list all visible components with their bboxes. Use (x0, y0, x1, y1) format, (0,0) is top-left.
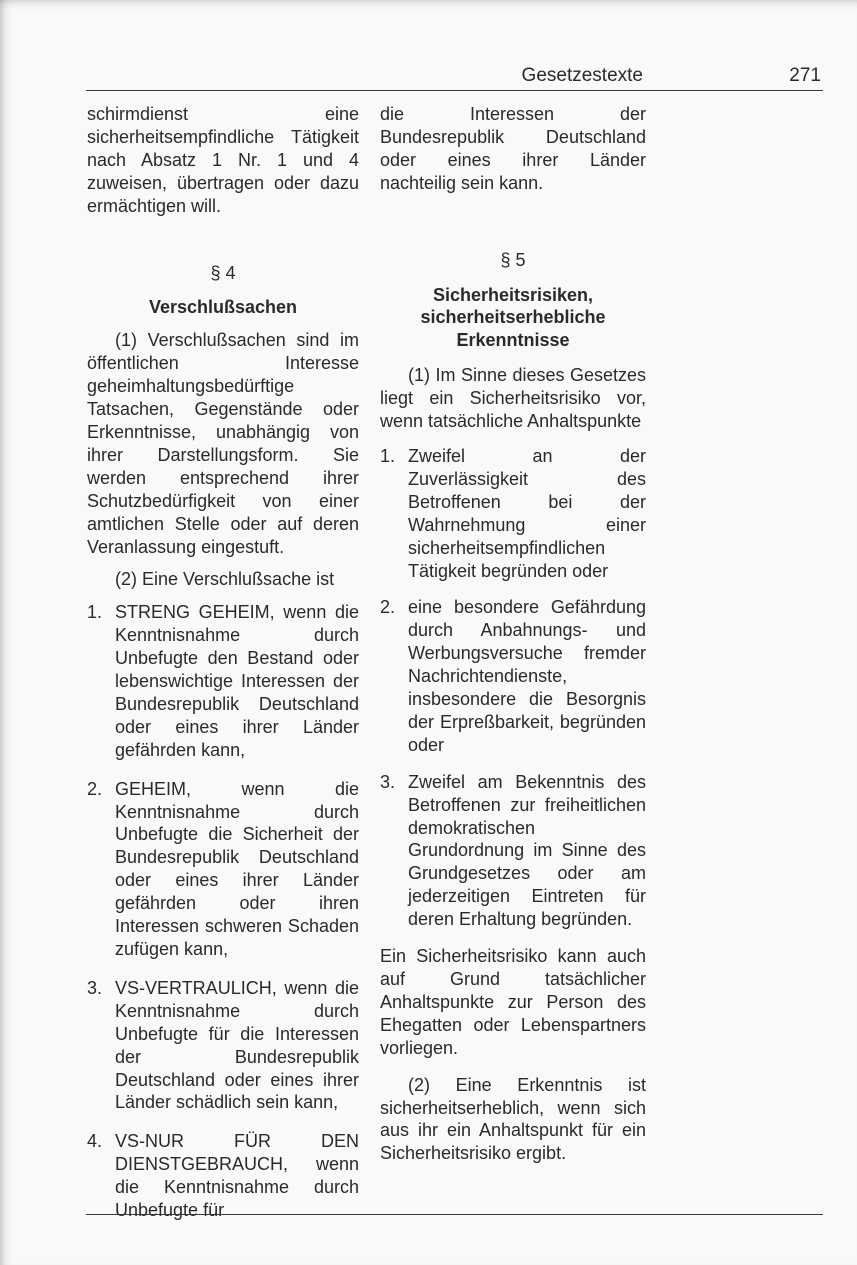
section-title-line: Erkenntnisse (456, 330, 570, 351)
list-item-text: STRENG GEHEIM, wenn die Kenntnisnahme durch Unbefugte den Bestand oder lebenswichtige Interessen der Bundesrepublik Deutschland oder eines ihrer Länder gefährden kann, (115, 602, 359, 760)
list-item-text: GEHEIM, wenn die Kenntnisnahme durch Unbefugte die Sicherheit der Bundesrepublik Deutschland oder eines ihrer Länder gefährden oder ihren Interessen schweren Schaden zufügen kann, (115, 778, 359, 959)
paragraph-after-list: Ein Sicherheitsrisiko kann auch auf Grund tatsächlicher Anhaltspunkte zur Person des Ehegatten oder Lebenspartners vorliegen. (380, 946, 646, 1058)
section-number-5: § 5 (500, 249, 526, 270)
section-title-5 (380, 284, 646, 353)
page-number: 271 (789, 65, 821, 86)
paragraph-2: (2) Eine Erkenntnis ist sicherheitserheblich, wenn sich aus ihr ein Anhaltspunkt für ein Sicherheitsrisiko ergibt. (380, 1074, 646, 1164)
paragraph-1: (1) Im Sinne dieses Gesetzes liegt ein Sicherheitsrisiko vor, wenn tatsächliche Anhaltspunkte (380, 365, 646, 432)
right-column (380, 103, 646, 1165)
continuation-text: die Interessen der Bundesrepublik Deutschland oder eines ihrer Länder nachteilig sein kann. (380, 104, 646, 193)
section-number-4: § 4 (210, 262, 236, 283)
continuation-text: schirmdienst eine sicherheitsempfindliche Tätigkeit nach Absatz 1 Nr. 1 und 4 zuweisen, übertragen oder dazu ermächtigen will. (87, 104, 359, 216)
list-item-number: 2. (380, 597, 396, 618)
list-item-number: 3. (380, 771, 396, 792)
list-item (380, 445, 646, 582)
list-item-text: VS-NUR FÜR DEN DIENSTGEBRAUCH, wenn die Kenntnisnahme durch Unbefugte für (115, 1131, 359, 1221)
paragraph-2: (2) Eine Verschlußsache ist (115, 569, 335, 590)
risk-list (380, 445, 646, 931)
list-item-number: 2. (87, 778, 103, 799)
list-item-number: 1. (87, 602, 103, 623)
paragraph-1: (1) Verschlußsachen sind im öffentlichen Interesse geheimhaltungsbedürftige Tatsachen, Gegenstände oder Erkenntnisse, unabhängig von ihrer Darstellungsform. Sie werden entsprechend ihrer Schutzbedürfigkeit von einer amtlichen Stelle oder auf deren Veranlassung eingestuft. (87, 330, 359, 557)
list-item-text: Zweifel an der Zuverlässigkeit des Betroffenen bei der Wahrnehmung einer sicherheitsempfindlichen Tätigkeit begründen oder (408, 445, 646, 581)
running-header (86, 64, 823, 91)
list-item-number: 3. (87, 977, 103, 998)
list-item (87, 977, 359, 1114)
list-item-number: 1. (380, 445, 396, 466)
header-section-title: Gesetzestexte (521, 65, 643, 86)
list-item-text: VS-VERTRAULICH, wenn die Kenntnisnahme durch Unbefugte für die Interessen der Bundesrepublik Deutschland oder eines ihrer Länder schädlich sein kann, (115, 977, 359, 1113)
left-column (87, 103, 359, 1222)
section-title-line: sicherheitserhebliche (420, 307, 606, 328)
footer-rule (86, 1214, 823, 1215)
list-item-text: eine besondere Gefährdung durch Anbahnungs- und Werbungsversuche fremder Nachrichtendienste, insbesondere die Besorgnis der Erpreßbarkeit, begründen oder (408, 597, 646, 755)
list-item-text: Zweifel am Bekenntnis des Betroffenen zur freiheitlichen demokratischen Grundordnung im Sinne des Grundgesetzes oder am jederzeitigen Eintreten für deren Erhaltung begründen. (408, 771, 646, 930)
list-item (87, 1130, 359, 1222)
list-item-number: 4. (87, 1131, 103, 1152)
list-item (87, 778, 359, 961)
section-title-4: Verschlußsachen (148, 297, 298, 318)
list-item (380, 771, 646, 931)
list-item (380, 596, 646, 756)
classification-list (87, 601, 359, 1222)
section-title-line: Sicherheitsrisiken, (432, 284, 594, 305)
list-item (87, 601, 359, 761)
